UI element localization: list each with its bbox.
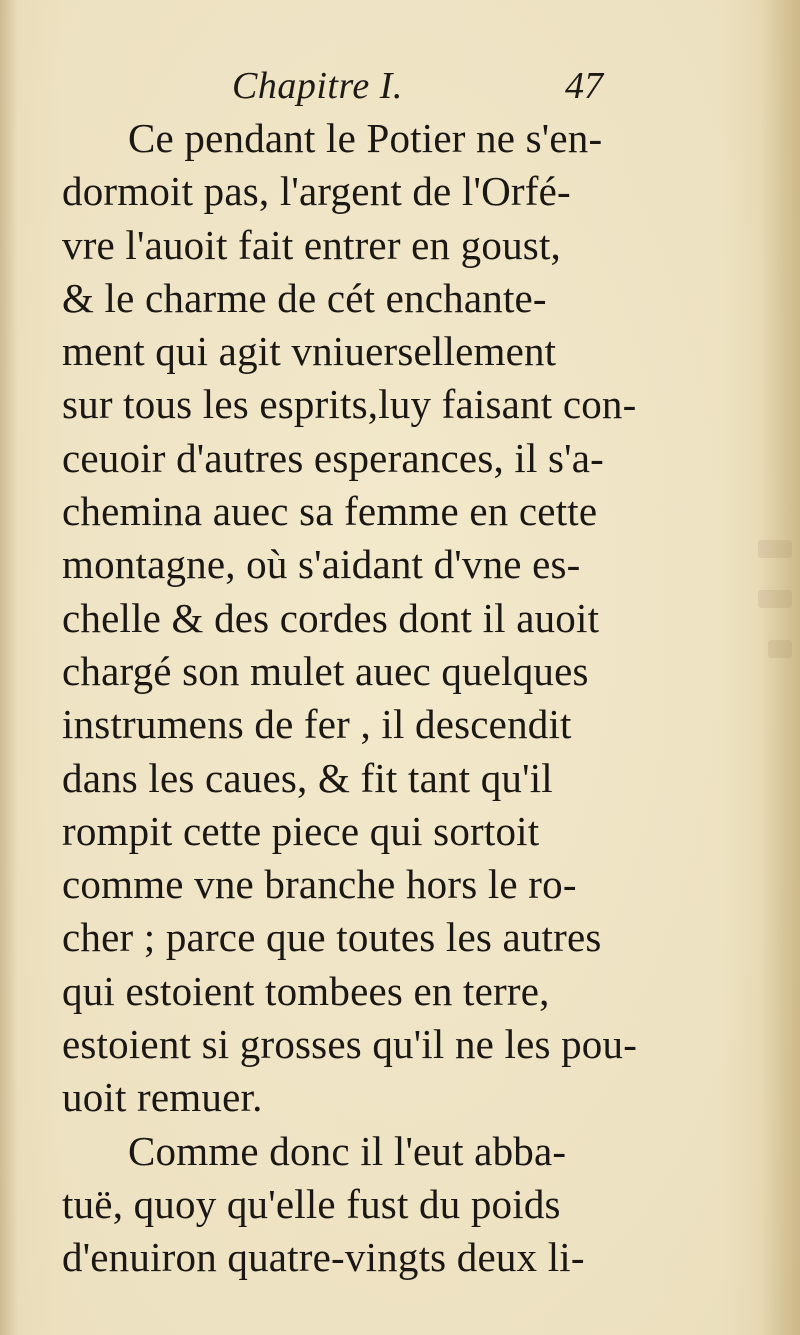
text-line: qui estoient tombees en terre, [62, 967, 550, 1014]
body-text [62, 112, 638, 1285]
text-line: ment qui agit vniuersellement [62, 328, 557, 375]
text-line: chemina auec sa femme en cette [62, 488, 598, 535]
text-line: dormoit pas, l'argent de l'Orfé- [62, 168, 571, 215]
page-header [0, 58, 800, 118]
running-title: Chapitre I. [232, 65, 403, 107]
text-line: ceuoir d'autres esperances, il s'a- [62, 434, 605, 481]
text-line: instrumens de fer , il descendit [62, 701, 572, 748]
text-line: d'enuiron quatre-vingts deux li- [62, 1234, 585, 1281]
text-line: Ce pendant le Potier ne s'en- [128, 115, 603, 161]
text-line: cher ; parce que toutes les autres [62, 914, 602, 961]
text-line: chargé son mulet auec quelques [62, 647, 589, 694]
text-line: comme vne branche hors le ro- [62, 861, 577, 908]
show-through-mark [758, 540, 792, 558]
text-line: uoit remuer. [62, 1074, 263, 1121]
text-line: rompit cette piece qui sortoit [62, 807, 540, 854]
text-line: & le charme de cét enchante- [62, 274, 547, 321]
text-line: montagne, où s'aidant d'vne es- [62, 541, 581, 588]
page-number: 47 [565, 65, 603, 107]
show-through-mark [768, 640, 792, 658]
text-line: Comme donc il l'eut abba- [128, 1127, 567, 1174]
show-through-mark [758, 590, 792, 608]
text-line: chelle & des cordes dont il auoit [62, 594, 600, 641]
text-line: vre l'auoit fait entrer en goust, [62, 221, 561, 268]
text-line: tuë, quoy qu'elle fust du poids [62, 1180, 561, 1227]
text-line: estoient si grosses qu'il ne les pou- [62, 1021, 638, 1068]
text-line: sur tous les esprits,luy faisant con- [62, 381, 637, 428]
text-line: dans les caues, & fit tant qu'il [62, 754, 553, 801]
